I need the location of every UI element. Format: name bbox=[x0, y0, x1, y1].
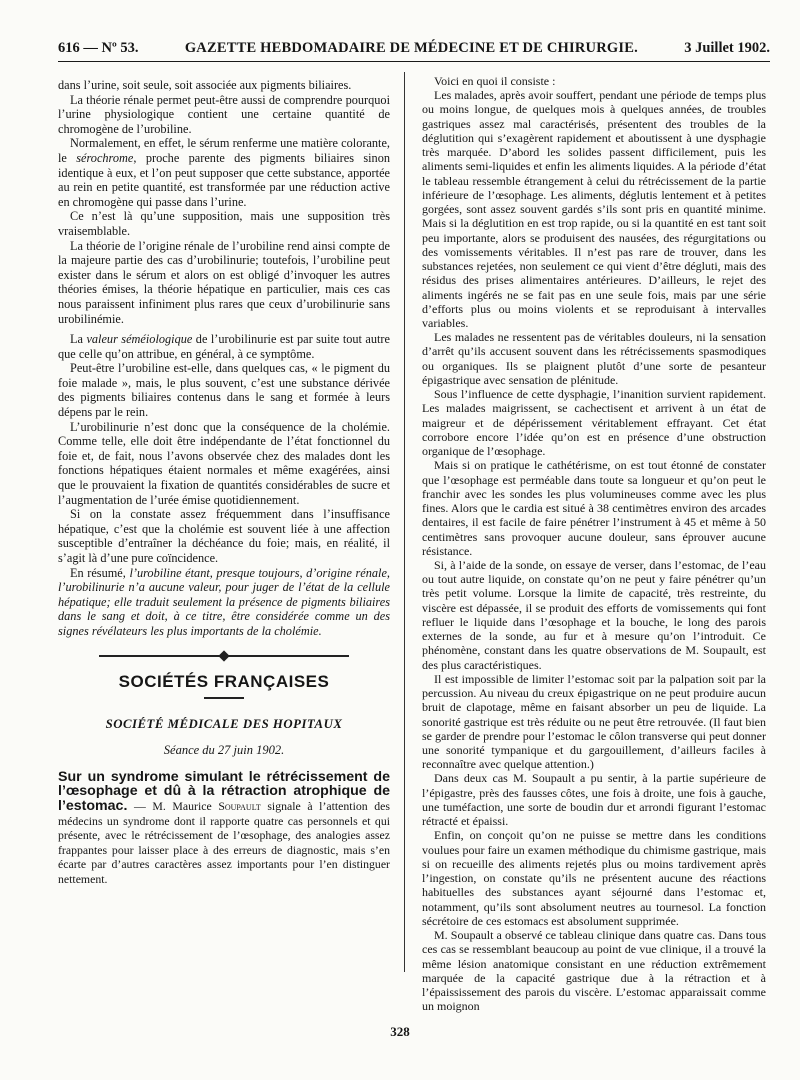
text-run: , proche parente des pigments biliaires sinon identique à eux, et l’on peut supposer que cette substance, apportée au rein en petite quantité, est transformée par une réduction active en chromogène qui passe dans l’urine. bbox=[58, 150, 390, 209]
society-heading: SOCIÉTÉ MÉDICALE DES HOPITAUX bbox=[105, 716, 343, 731]
paragraph: Enfin, on conçoit qu’on ne puisse se mettre dans les conditions voulues pour faire un examen méthodique du chimisme gastrique, mais si on recueille des aliments rejetés plus ou moins tardivement après l’ingestion, on constate qu’ils ne présentent aucune des réactions habituelles des substances ayant séjourné dans l’estomac et, notamment, qu’ils sont absolument neutres au tournesol. La fonction sécrétoire de ces estomacs est absolument supprimée. bbox=[422, 828, 766, 928]
article-author: Soupault bbox=[218, 799, 261, 814]
ornamental-separator bbox=[58, 655, 390, 657]
paragraph bbox=[58, 332, 390, 361]
article bbox=[58, 770, 390, 887]
text-run: La bbox=[70, 332, 87, 347]
paragraph bbox=[58, 136, 390, 209]
emphasis: sérochrome bbox=[76, 150, 134, 165]
issue-date: 3 Juillet 1902. bbox=[684, 40, 770, 56]
paragraph: Mais si on pratique le cathétérisme, on est tout étonné de constater que l’œsophage est perméable dans toute sa longueur et qu’on peut le franchir avec les sondes les plus volumineuses comme avec les plus fines. Alors que le cardia est situé à 38 centimètres environ des arcades dentaires, il est facile de faire pénétrer l’instrument à 45 et même à 50 centimètres sans provoquer aucune douleur, sans éprouver aucune résistance. bbox=[422, 458, 766, 558]
paragraph: Voici en quoi il consiste : bbox=[434, 74, 556, 88]
short-rule bbox=[204, 697, 244, 699]
diamond-ornament-icon bbox=[218, 650, 229, 661]
page-number-issue bbox=[58, 40, 139, 57]
emphasis: l’urobiline étant, presque toujours, d’origine rénale, l’urobilinurie n’a aucune valeur, pour juger de l’état de la cellule hépatique; elle traduit seulement la présence de pigments biliaires dans le sang et doit, à ce titre, être considérée comme un des signes révélateurs les plus importants de la cholémie. bbox=[58, 565, 390, 638]
column-divider bbox=[404, 72, 405, 972]
paragraph: Les malades ne ressentent pas de véritables douleurs, ni la sensation d’arrêt qu’ils accusent souvent dans les rétrécissements spasmodiques ou organiques. Ils se plaignent plutôt d’une sorte de pesanteur épigastrique avec sensation de plénitude. bbox=[422, 330, 766, 387]
paragraph: L’urobilinurie n’est donc que la conséquence de la cholémie. Comme telle, elle doit être indépendante de l’état fonctionnel du foie et, de fait, nous l’avons observée chez des malades dont les fonctions hépatiques étaient normales et même exagérées, ainsi que le prouvaient la fixation de quantités considérables de sucre et l’augmentation de l’urée émise quotidiennement. bbox=[58, 419, 390, 507]
article-dash: — M. Maurice bbox=[127, 799, 219, 814]
paragraph: Dans deux cas M. Soupault a pu sentir, à la partie supérieure de l’épigastre, près des fausses côtes, une fois à droite, une fois à gauche, une tuméfaction, une sorte de boudin dur et arrondi figurant l’estomac rétracté et épaissi. bbox=[422, 771, 766, 829]
journal-title: GAZETTE HEBDOMADAIRE DE MÉDECINE ET DE CHIRURGIE. bbox=[184, 40, 638, 56]
text-run: En résumé, bbox=[70, 565, 130, 580]
paragraph: Si, à l’aide de la sonde, on essaye de verser, dans l’estomac, de l’eau ou tout autre liquide, on constate qu’on ne peut y faire pénétrer qu’un très petit volume. Lorsque la limite de capacité, très restreinte, du viscère est dépassée, il se produit des efforts de vomissements qui font refluer le liquide dans l’œsophage et la bouche, le long des parois externes de la sonde, au fur et à mesure qu’on l’introduit. Ce phénomène, constant dans les quatre observations de M. Soupault, est des plus caractéristiques. bbox=[422, 557, 766, 672]
paragraph: M. Soupault a observé ce tableau clinique dans quatre cas. Dans tous ces cas se ressemblant beaucoup au point de vue clinique, il a trouvé la même lésion anatomique consistant en une réduction extrêmement marquée de la capacité gastrique due à la rétraction et à l’épaississement des parois du viscère. L’estomac apparaissait comme un moignon bbox=[422, 928, 766, 1014]
paragraph: La théorie de l’origine rénale de l’urobiline rend ainsi compte de la majeure partie des cas d’urobilinurie; toutefois, l’urobiline peut exister dans le sérum et alors on est obligé d’invoquer les autres théories émises, la théorie hépatique en particulier, mais ces cas nous paraissent infiniment plus rares que ceux d’urobilinurie sans urobilinémie. bbox=[58, 238, 390, 326]
paragraph: Les malades, après avoir souffert, pendant une période de temps plus ou moins longue, de quelques mois à quelques années, de troubles gastriques assez mal caractérisés, présentent des troubles de la déglutition qui s’exagèrent rapidement et aboutissent à une dysphagie très marquée. D’abord les solides passent difficilement, puis les aliments semi-liquides et enfin les aliments liquides. A la période d’état le tableau ressemble étrangement à celui du rétrécissement de la partie inférieure de l’œsophage. Les aliments, déglutis lentement et à petites gorgées, sont assez souvent gardés s’ils sont pris en quantité minime. Mais si la déglutition en est trop rapide, ou si la quantité en est tant soit peu importante, alors se produisent des nausées, des régurgitations ou des vomissements véritables. Il n’est pas rare de trouver, dans les substances rejetées, non seulement ce qui vient d’être dégluti, mais des résidus des prises alimentaires antérieures. D’ailleurs, le rejet des aliments ingérés ne se fait pas en une seule fois, mais par une série d’efforts plus ou moins violents et se reproduisant à intervalles variables. bbox=[422, 88, 766, 330]
paragraph: Sous l’influence de cette dysphagie, l’inanition survient rapidement. Les malades maigrissent, se cachectisent et arrivent à un état de maigreur et de dépérissement véritablement effrayant. Cet état corrobore encore l’idée qu’on est en présence d’une obstruction organique de l’œsophage. bbox=[422, 387, 766, 459]
paragraph: Peut-être l’urobiline est-elle, dans quelques cas, « le pigment du foie malade », mais, le plus souvent, c’est une substance dérivée des pigments biliaires contenus dans le sang et formée à leurs dépens par le rein. bbox=[58, 361, 390, 420]
page-header bbox=[58, 36, 770, 62]
paragraph: Il est impossible de limiter l’estomac soit par la palpation soit par la percussion. Au niveau du creux épigastrique on ne peut produire aucun bruit de clapotage, même en faisant absorber un peu de liquide. La sonorité gastrique est très réduite ou ne peut être retrouvée. (Il faut bien se garder de prendre pour l’estomac le côlon transverse qui peut donner une sonorité tympanique et du gargouillement, d’ailleurs faciles à reconnaître avec quelque attention.) bbox=[422, 671, 766, 772]
text-run: de l’urobilinurie est par suite tout autre que celle qu’on attribue, en général, à ce symptôme. bbox=[58, 332, 390, 361]
separator-line bbox=[99, 655, 349, 657]
paragraph: Si on la constate assez fréquemment dans l’insuffisance hépatique, c’est que la cholémie est souvent liée à une affection susceptible d’entraîner la déchéance du foie; mais, en réalité, il s’agit là d’une pure coïncidence. bbox=[58, 507, 390, 565]
left-column bbox=[58, 78, 390, 887]
article-body: signale à l’attention des médecins un syndrome dont il rapporte quatre cas personnels et qui présente, avec le rétrécissement de l’œsophage, des analogies assez frappantes pour laisser place à des erreurs de diagnostic, mais s’en écarte par d’autres caractères assez importants pour l’en distinguer nettement. bbox=[58, 799, 390, 886]
paragraph: Ce n’est là qu’une supposition, mais une supposition très vraisemblable. bbox=[58, 209, 390, 238]
paragraph: dans l’urine, soit seule, soit associée aux pigments biliaires. bbox=[58, 78, 352, 92]
paragraph bbox=[58, 566, 390, 639]
emphasis: valeur séméiologique bbox=[86, 332, 193, 347]
session-date: Séance du 27 juin 1902. bbox=[163, 743, 285, 758]
page-number: 616 bbox=[58, 40, 80, 56]
right-column bbox=[422, 74, 766, 1013]
section-title: SOCIÉTÉS FRANÇAISES bbox=[118, 671, 330, 691]
paragraph: La théorie rénale permet peut-être aussi de comprendre pourquoi l’urine physiologique contient une certaine quantité de chromogène de l’urobiline. bbox=[58, 92, 390, 136]
page-footer-number: 328 bbox=[390, 1024, 410, 1039]
text-run: Normalement, en effet, le sérum renferme une matière colorante, le bbox=[58, 136, 390, 165]
issue-number: — Nº 53. bbox=[83, 40, 139, 56]
article-title: Sur un syndrome simulant le rétrécissement de l’œsophage et dû à la rétraction atrophique de l’estomac. bbox=[58, 768, 390, 815]
